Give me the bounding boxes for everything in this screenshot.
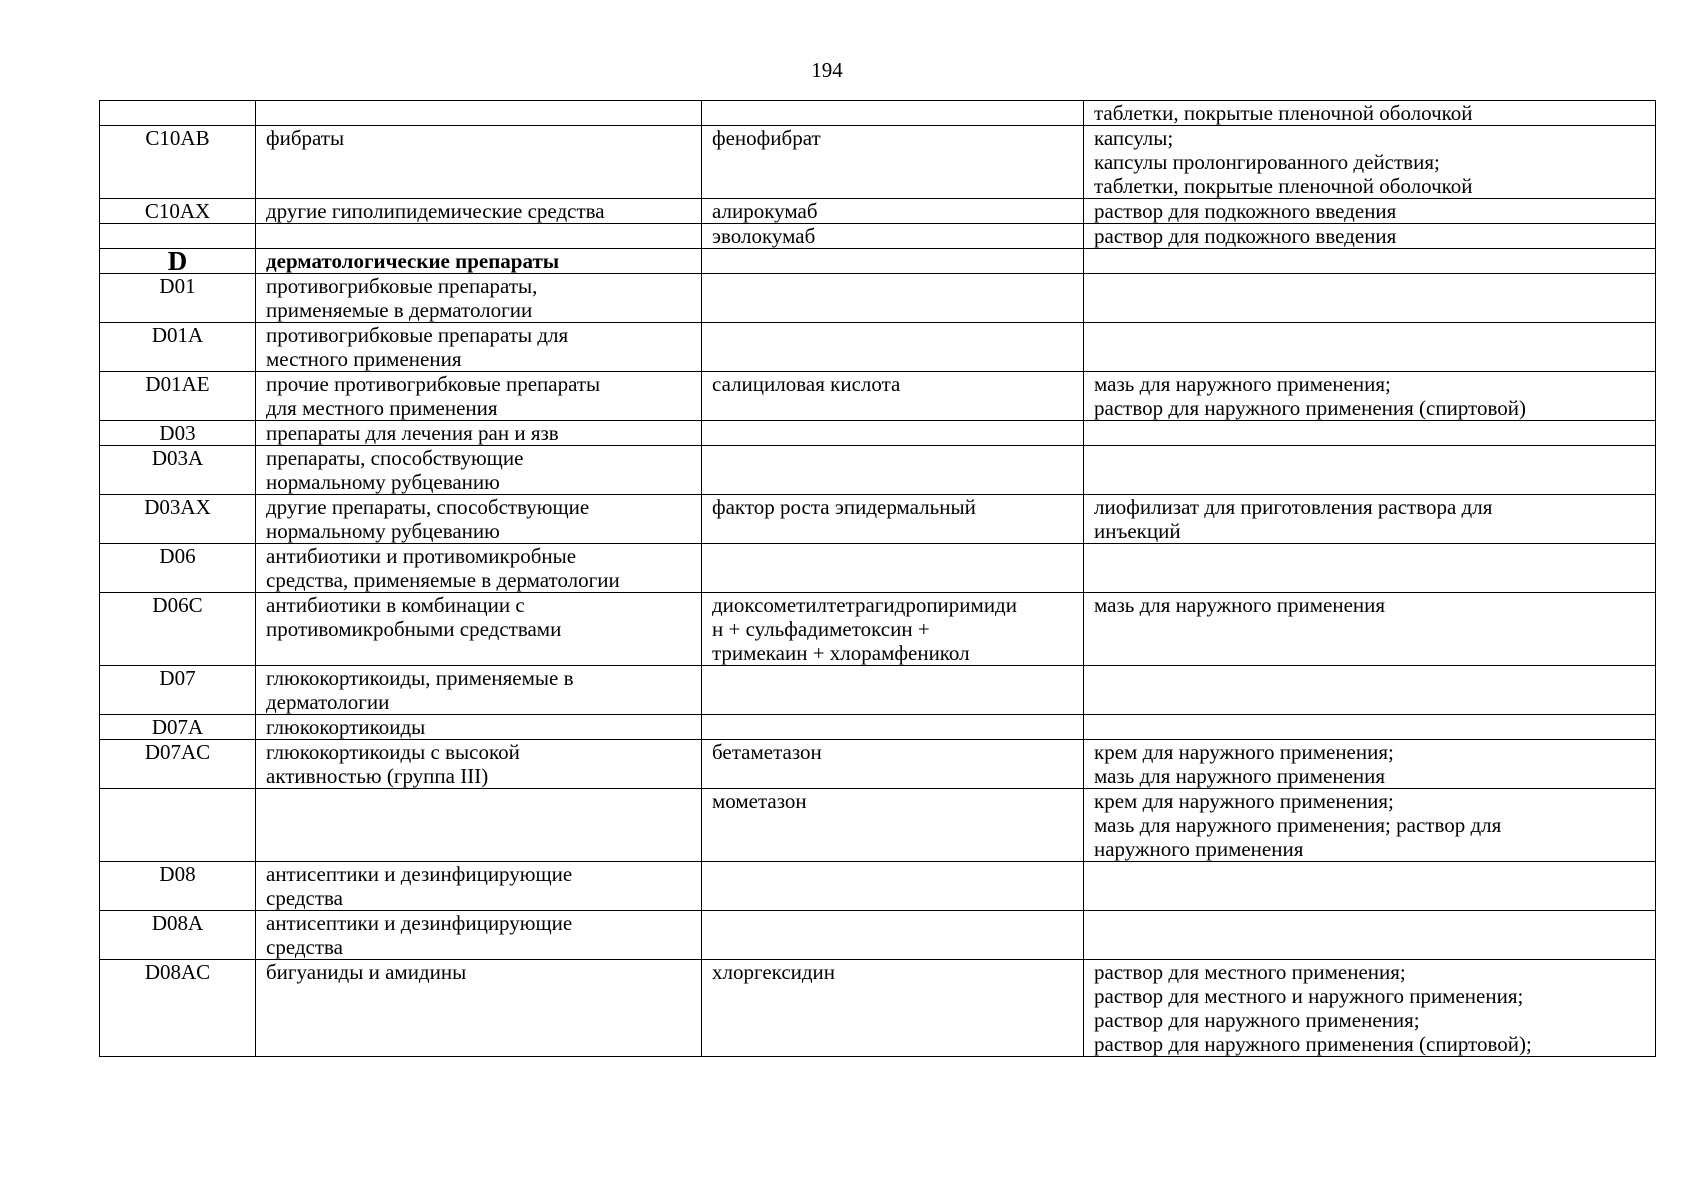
table-row [100, 715, 1656, 740]
table-row [100, 862, 1656, 911]
atc-code-cell: D07 [100, 666, 256, 715]
group-name-cell: дерматологические препараты [256, 249, 702, 274]
dosage-form-cell [1084, 911, 1656, 960]
dosage-form-cell: капсулы; капсулы пролонгированного действия; таблетки, покрытые пленочной оболочкой [1084, 126, 1656, 199]
drug-classification-table [99, 100, 1656, 1057]
table-row [100, 323, 1656, 372]
dosage-form-cell: крем для наружного применения; мазь для наружного применения [1084, 740, 1656, 789]
atc-code-cell: C10AB [100, 126, 256, 199]
group-name-cell: глюкокортикоиды, применяемые в дерматологии [256, 666, 702, 715]
dosage-form-cell: мазь для наружного применения [1084, 593, 1656, 666]
drug-name-cell [702, 666, 1084, 715]
atc-code-cell: C10AX [100, 199, 256, 224]
table-row [100, 421, 1656, 446]
atc-code-cell: D01A [100, 323, 256, 372]
drug-name-cell [702, 421, 1084, 446]
atc-code-cell: D08AC [100, 960, 256, 1057]
page-number: 194 [811, 58, 843, 82]
drug-name-cell [702, 274, 1084, 323]
drug-name-cell [702, 544, 1084, 593]
table-body [100, 101, 1656, 1057]
table-row [100, 495, 1656, 544]
group-name-cell: другие гиполипидемические средства [256, 199, 702, 224]
table-row [100, 199, 1656, 224]
drug-name-cell [702, 862, 1084, 911]
atc-code-cell: D06C [100, 593, 256, 666]
dosage-form-cell [1084, 715, 1656, 740]
group-name-cell: фибраты [256, 126, 702, 199]
dosage-form-cell: лиофилизат для приготовления раствора для инъекций [1084, 495, 1656, 544]
dosage-form-cell: мазь для наружного применения; раствор для наружного применения (спиртовой) [1084, 372, 1656, 421]
table-row [100, 666, 1656, 715]
dosage-form-cell: крем для наружного применения; мазь для наружного применения; раствор для наружного применения [1084, 789, 1656, 862]
table-row [100, 274, 1656, 323]
dosage-form-cell [1084, 666, 1656, 715]
drug-name-cell [702, 101, 1084, 126]
group-name-cell: глюкокортикоиды [256, 715, 702, 740]
drug-name-cell [702, 323, 1084, 372]
drug-name-cell: салициловая кислота [702, 372, 1084, 421]
dosage-form-cell: раствор для подкожного введения [1084, 199, 1656, 224]
dosage-form-cell [1084, 274, 1656, 323]
group-name-cell: бигуаниды и амидины [256, 960, 702, 1057]
group-name-cell: глюкокортикоиды с высокой активностью (группа III) [256, 740, 702, 789]
atc-code-cell: D [100, 249, 256, 274]
group-name-cell: препараты для лечения ран и язв [256, 421, 702, 446]
table-row [100, 101, 1656, 126]
atc-code-cell: D08 [100, 862, 256, 911]
drug-name-cell: бетаметазон [702, 740, 1084, 789]
group-name-cell: антисептики и дезинфицирующие средства [256, 911, 702, 960]
atc-code-cell [100, 224, 256, 249]
group-name-cell: противогрибковые препараты, применяемые в дерматологии [256, 274, 702, 323]
dosage-form-cell [1084, 249, 1656, 274]
atc-code-cell: D08A [100, 911, 256, 960]
drug-name-cell [702, 715, 1084, 740]
dosage-form-cell [1084, 544, 1656, 593]
dosage-form-cell: раствор для подкожного введения [1084, 224, 1656, 249]
dosage-form-cell [1084, 862, 1656, 911]
table-row [100, 593, 1656, 666]
drug-name-cell: алирокумаб [702, 199, 1084, 224]
dosage-form-cell: таблетки, покрытые пленочной оболочкой [1084, 101, 1656, 126]
group-name-cell [256, 789, 702, 862]
drug-name-cell: диоксометилтетрагидропиримиди н + сульфадиметоксин + тримекаин + хлорамфеникол [702, 593, 1084, 666]
group-name-cell [256, 224, 702, 249]
group-name-cell: противогрибковые препараты для местного применения [256, 323, 702, 372]
table-row [100, 446, 1656, 495]
atc-code-cell: D03 [100, 421, 256, 446]
drug-name-cell: фенофибрат [702, 126, 1084, 199]
drug-name-cell: эволокумаб [702, 224, 1084, 249]
atc-code-cell: D07AC [100, 740, 256, 789]
group-name-cell: антибиотики в комбинации с противомикробными средствами [256, 593, 702, 666]
drug-name-cell: фактор роста эпидермальный [702, 495, 1084, 544]
drug-name-cell [702, 249, 1084, 274]
table-row [100, 789, 1656, 862]
table-row [100, 249, 1656, 274]
table-row [100, 911, 1656, 960]
table-row [100, 740, 1656, 789]
dosage-form-cell [1084, 323, 1656, 372]
table-row [100, 372, 1656, 421]
group-name-cell: антибиотики и противомикробные средства, применяемые в дерматологии [256, 544, 702, 593]
drug-name-cell: мометазон [702, 789, 1084, 862]
drug-name-cell [702, 446, 1084, 495]
group-name-cell: антисептики и дезинфицирующие средства [256, 862, 702, 911]
group-name-cell: прочие противогрибковые препараты для местного применения [256, 372, 702, 421]
dosage-form-cell [1084, 446, 1656, 495]
group-name-cell: другие препараты, способствующие нормальному рубцеванию [256, 495, 702, 544]
group-name-cell: препараты, способствующие нормальному рубцеванию [256, 446, 702, 495]
group-name-cell [256, 101, 702, 126]
drug-name-cell: хлоргексидин [702, 960, 1084, 1057]
table-row [100, 126, 1656, 199]
atc-code-cell: D03AX [100, 495, 256, 544]
drug-name-cell [702, 911, 1084, 960]
dosage-form-cell [1084, 421, 1656, 446]
table-row [100, 224, 1656, 249]
atc-code-cell: D06 [100, 544, 256, 593]
atc-code-cell [100, 101, 256, 126]
atc-code-cell [100, 789, 256, 862]
atc-code-cell: D07A [100, 715, 256, 740]
dosage-form-cell: раствор для местного применения; раствор для местного и наружного применения; раствор для наружного применения; раствор для наружного применения (спиртовой); [1084, 960, 1656, 1057]
table-row [100, 544, 1656, 593]
atc-code-cell: D01AE [100, 372, 256, 421]
atc-code-cell: D03A [100, 446, 256, 495]
table-row [100, 960, 1656, 1057]
atc-code-cell: D01 [100, 274, 256, 323]
